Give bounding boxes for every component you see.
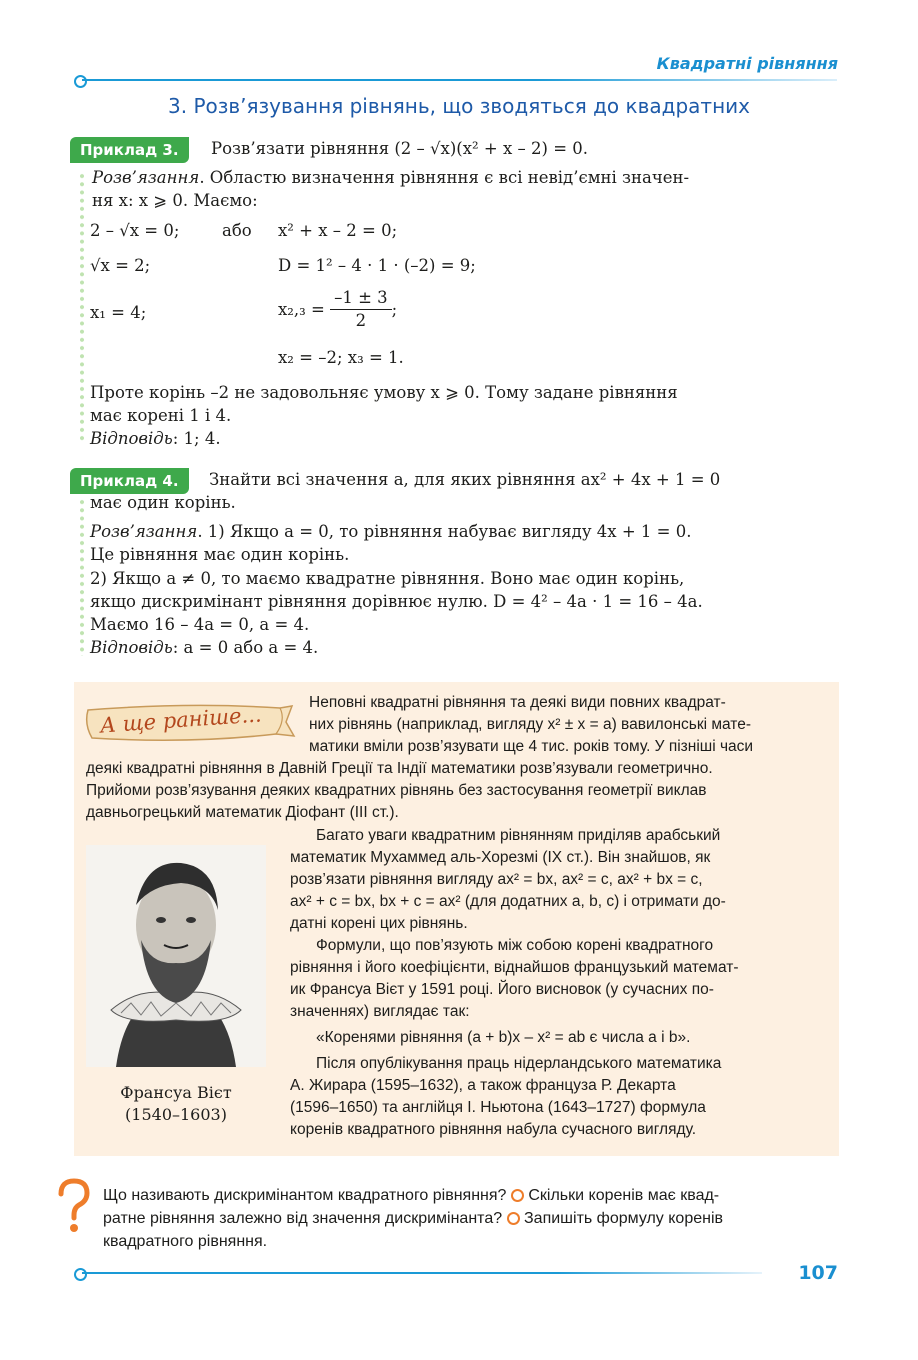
header-line bbox=[82, 79, 837, 81]
example-4-line-1: Розв’язання. 1) Якщо a = 0, то рівняння набуває вигляду 4x + 1 = 0. bbox=[90, 522, 692, 541]
history-banner bbox=[80, 700, 300, 746]
example-4-answer: Відповідь: a = 0 або a = 4. bbox=[90, 638, 319, 657]
footer-line bbox=[82, 1272, 762, 1274]
eq-right-1: x² + x – 2 = 0; bbox=[278, 221, 398, 240]
example-3-task: Розв’язати рівняння (2 – √x)(x² + x – 2) = 0. bbox=[211, 139, 589, 158]
example-4-line-3: 2) Якщо a ≠ 0, то маємо квадратне рівняння. Воно має один корінь, bbox=[90, 569, 685, 588]
history-quote: «Коренями рівняння (a + b)x – x² = ab є числа a і b». bbox=[316, 1029, 691, 1046]
portrait-icon bbox=[86, 845, 266, 1067]
eq-right-2: D = 1² – 4 · 1 · (–2) = 9; bbox=[278, 256, 476, 275]
example-3-solution-line-2: ня x: x ⩾ 0. Маємо: bbox=[92, 191, 258, 210]
history-p1-top: Неповні квадратні рівняння та деякі види повних квадрат- них рівнянь (наприклад, вигляду x² ± x = a) вавилонські мате- матики вміли розв’язувати ще 4 тис. років тому. У пізніші часи bbox=[309, 694, 754, 755]
section-title: 3. Розв’язування рівнянь, що зводяться до квадратних bbox=[168, 94, 750, 118]
eq-left-1: 2 – √x = 0; bbox=[90, 221, 180, 240]
bullet-circle-icon bbox=[507, 1212, 520, 1225]
history-banner-title: А ще раніше... bbox=[99, 702, 263, 738]
history-p4: Після опублікування праць нідерландського математика А. Жирара (1595–1632), а також француза Р. Декарта (1596–1650) та англійця І. Ньютона (1643–1727) формула коренів квадратного рівняння набула сучасного вигляду. bbox=[290, 1055, 722, 1138]
chapter-title: Квадратні рівняння bbox=[656, 54, 838, 73]
header-line-dot bbox=[74, 75, 87, 88]
example-3-solution-line-1: Розв’язання. Областю визначення рівняння є всі невід’ємні значен- bbox=[92, 168, 690, 187]
example-4-line-2: Це рівняння має один корінь. bbox=[90, 545, 350, 564]
example-4-line-5: Маємо 16 – 4a = 0, a = 4. bbox=[90, 615, 310, 634]
fraction: $\frac{-1 \pm 3}{2}$ bbox=[330, 287, 392, 332]
portrait-caption: Франсуа Вієт (1540–1603) bbox=[120, 1083, 232, 1124]
eq-left-2: √x = 2; bbox=[90, 256, 151, 275]
eq-right-3: x₂,₃ = $\frac{-1 \pm 3}{2}$ ; bbox=[278, 288, 398, 330]
example-3-conclusion-1: Проте корінь –2 не задовольняє умову x ⩾ 0. Тому задане рівняння bbox=[90, 383, 678, 402]
example-4-badge: Приклад 4. bbox=[70, 468, 189, 494]
example-3-badge: Приклад 3. bbox=[70, 137, 189, 163]
example-3-dotted-border bbox=[80, 172, 84, 442]
history-p1-bottom: деякі квадратні рівняння в Давній Греції та Індії математики розв’язували геометрично. Прийоми розв’язування деяких квадратних рівнянь без застосування геометрії виклав давньогрецький математик Діофант (ІІІ ст.). bbox=[86, 760, 713, 821]
example-3-answer: Відповідь: 1; 4. bbox=[90, 429, 221, 448]
history-p3: Формули, що пов’язують між собою корені квадратного рівняння і його коефіцієнти, віднайшов французький математ- ик Франсуа Вієт у 1591 році. Його висновок (у сучасних по- значеннях) виглядає так: bbox=[290, 937, 739, 1020]
example-3-conclusion-2: має корені 1 і 4. bbox=[90, 406, 232, 425]
bullet-circle-icon bbox=[511, 1189, 524, 1202]
page-number: 107 bbox=[798, 1262, 838, 1284]
eq-left-3: x₁ = 4; bbox=[90, 303, 147, 322]
footer-line-dot bbox=[74, 1268, 87, 1281]
eq-right-4: x₂ = –2; x₃ = 1. bbox=[278, 348, 404, 367]
example-4-line-4: якщо дискримінант рівняння дорівнює нулю. D = 4² – 4a · 1 = 16 – 4a. bbox=[90, 592, 703, 611]
questions-block: Що називають дискримінантом квадратного рівняння? Скільки коренів має квад- ратне рівняння залежно від значення дискримінанта? Запишіть формулу коренів квадратного рівняння. bbox=[103, 1187, 724, 1250]
portrait-francois-viete bbox=[86, 845, 266, 1067]
eq-or: або bbox=[222, 221, 252, 240]
example-4-task-2: має один корінь. bbox=[90, 493, 236, 512]
example-4-dotted-border bbox=[80, 498, 84, 656]
history-p2: Багато уваги квадратним рівнянням приділяв арабський математик Мухаммед аль-Хорезмі (IX ст.). Він знайшов, як розв’язати рівняння вигляду ax² = bx, ax² = c, ax² + bx = c, ax² + c = bx, bx + c = ax² (для додатних a, b, c) і отримати до- датні корені цих рівнянь. bbox=[290, 827, 726, 932]
example-4-task-1: Знайти всі значення a, для яких рівняння ax² + 4x + 1 = 0 bbox=[209, 470, 721, 489]
question-mark-icon bbox=[55, 1178, 91, 1236]
